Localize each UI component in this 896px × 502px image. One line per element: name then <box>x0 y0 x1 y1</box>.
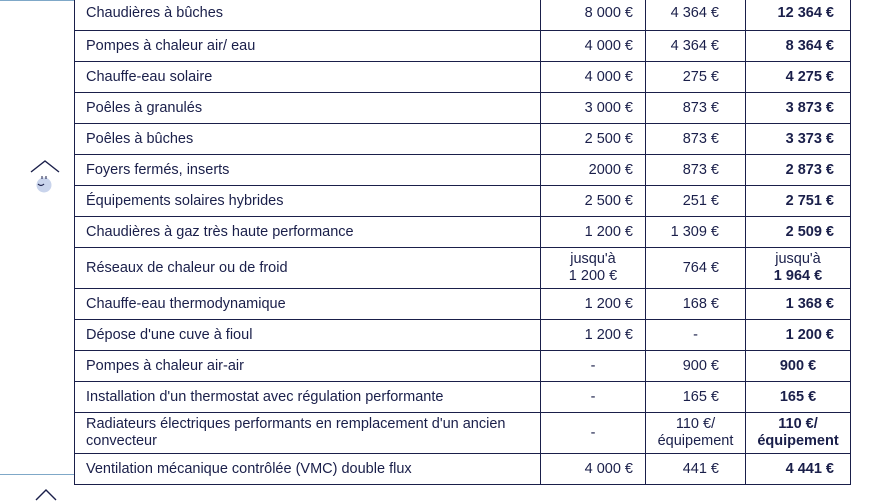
equipment-name: Ventilation mécanique contrôlée (VMC) double flux <box>75 454 541 485</box>
amount-b: 764 € <box>646 248 746 289</box>
amount-a: 2 500 € <box>541 186 646 217</box>
amount-b: 4 364 € <box>646 0 746 31</box>
amount-a: 3 000 € <box>541 93 646 124</box>
table-row <box>75 217 851 248</box>
table-row <box>75 320 851 351</box>
equipment-name: Chauffe-eau thermodynamique <box>75 289 541 320</box>
amount-a: 2 500 € <box>541 124 646 155</box>
amount-a <box>541 248 646 289</box>
amount-a: 8 000 € <box>541 0 646 31</box>
amount-b-line1: 110 €/ <box>675 416 716 432</box>
table-row <box>75 124 851 155</box>
amount-a-line1: jusqu'à <box>570 251 616 267</box>
equipment-name: Réseaux de chaleur ou de froid <box>75 248 541 289</box>
amount-total: 8 364 € <box>746 31 851 62</box>
equipment-name: Dépose d'une cuve à fioul <box>75 320 541 351</box>
amount-a: 1 200 € <box>541 320 646 351</box>
amount-total: 12 364 € <box>746 0 851 31</box>
amount-b: 441 € <box>646 454 746 485</box>
amount-a: - <box>541 382 646 413</box>
equipment-name: Pompes à chaleur air-air <box>75 351 541 382</box>
amount-total-line1: 110 €/ <box>778 416 818 432</box>
amount-total: 1 200 € <box>746 320 851 351</box>
table-row <box>75 248 851 289</box>
amount-total: 4 275 € <box>746 62 851 93</box>
amount-total: 2 873 € <box>746 155 851 186</box>
equipment-name: Pompes à chaleur air/ eau <box>75 31 541 62</box>
amount-b: 900 € <box>646 351 746 382</box>
amount-a: 4 000 € <box>541 62 646 93</box>
table-row <box>75 351 851 382</box>
amount-b: 873 € <box>646 124 746 155</box>
amount-b: - <box>646 320 746 351</box>
amount-a: 4 000 € <box>541 454 646 485</box>
table-row <box>75 413 851 454</box>
table-row <box>75 155 851 186</box>
sidebar-divider-top <box>0 0 74 1</box>
table-row <box>75 186 851 217</box>
amount-total: 3 873 € <box>746 93 851 124</box>
equipment-name: Équipements solaires hybrides <box>75 186 541 217</box>
table-row <box>75 0 851 31</box>
amount-a: - <box>541 351 646 382</box>
amount-a: 2000 € <box>541 155 646 186</box>
amount-total <box>746 248 851 289</box>
amount-a: 1 200 € <box>541 289 646 320</box>
equipment-name: Radiateurs électriques performants en remplacement d'un ancien convecteur <box>75 413 541 454</box>
amount-total: 3 373 € <box>746 124 851 155</box>
section-sidebar <box>0 0 74 500</box>
amount-total-line1: jusqu'à <box>775 251 821 267</box>
table-row <box>75 289 851 320</box>
house-heating-icon <box>28 158 62 194</box>
amount-b: 4 364 € <box>646 31 746 62</box>
equipment-name: Installation d'un thermostat avec régulation performante <box>75 382 541 413</box>
equipment-name: Chaudières à gaz très haute performance <box>75 217 541 248</box>
amount-b: 1 309 € <box>646 217 746 248</box>
amount-b: 873 € <box>646 155 746 186</box>
table-row <box>75 454 851 485</box>
amount-total: 2 509 € <box>746 217 851 248</box>
table-row <box>75 93 851 124</box>
amount-b-line2: équipement <box>657 433 734 449</box>
amount-b: 873 € <box>646 93 746 124</box>
amount-total: 1 368 € <box>746 289 851 320</box>
table-row <box>75 31 851 62</box>
amount-total: 165 € <box>746 382 851 413</box>
table-row <box>75 62 851 93</box>
aid-table <box>74 0 851 485</box>
amount-b: 165 € <box>646 382 746 413</box>
equipment-name: Chauffe-eau solaire <box>75 62 541 93</box>
equipment-name: Foyers fermés, inserts <box>75 155 541 186</box>
amount-b <box>646 413 746 454</box>
amount-a: - <box>541 413 646 454</box>
amount-total: 4 441 € <box>746 454 851 485</box>
amount-a-line2: 1 200 € <box>568 268 618 284</box>
amount-b: 275 € <box>646 62 746 93</box>
amount-a: 4 000 € <box>541 31 646 62</box>
table-row <box>75 382 851 413</box>
amount-total-line2: équipement <box>757 433 839 449</box>
amount-a: 1 200 € <box>541 217 646 248</box>
amount-b: 168 € <box>646 289 746 320</box>
amount-total <box>746 413 851 454</box>
amount-b: 251 € <box>646 186 746 217</box>
amount-total-line2: 1 964 € <box>773 268 823 284</box>
equipment-name: Poêles à bûches <box>75 124 541 155</box>
equipment-name: Poêles à granulés <box>75 93 541 124</box>
amount-total: 900 € <box>746 351 851 382</box>
sidebar-divider-section <box>0 474 74 475</box>
amount-total: 2 751 € <box>746 186 851 217</box>
equipment-name: Chaudières à bûches <box>75 0 541 31</box>
